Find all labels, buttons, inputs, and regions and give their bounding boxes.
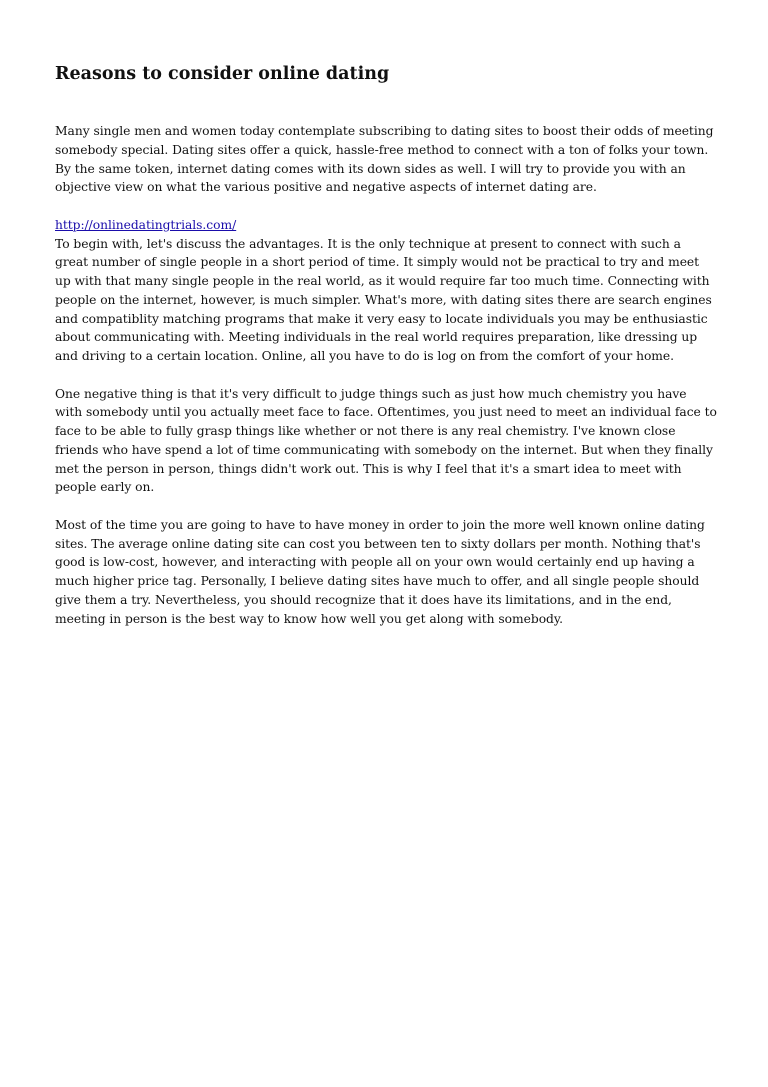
- paragraph-advantages-text: To begin with, let's discuss the advantages. It is the only technique at present to connect with such a great number of single people in a short period of time. It simply would not be practical to try and meet up with that many single people in the real world, as it would require far too much time. Connecting with people on the internet, however, is much simpler. What's more, with dating sites there are search engines and compatiblity matching programs that make it very easy to locate individuals you may be enthusiastic about communicating with. Meeting individuals in the real world requires preparation, like dressing up and driving to a certain location. Online, all you have to do is log on from the comfort of your home.: [55, 236, 712, 363]
- paragraph-cost: Most of the time you are going to have to have money in order to join the more well known online dating sites. The average online dating site can cost you between ten to sixty dollars per month. Nothing that's good is low-cost, however, and interacting with people all on your own would certainly end up having a much higher price tag. Personally, I believe dating sites have much to offer, and all single people should give them a try. Nevertheless, you should recognize that it does have its limitations, and in the end, meeting in person is the best way to know how well you get along with somebody.: [55, 517, 705, 626]
- document-title: Reasons to consider online dating: [55, 64, 390, 84]
- paragraph-disadvantages: One negative thing is that it's very difficult to judge things such as just how much chemistry you have with somebody until you actually meet face to face. Oftentimes, you just need to meet an individual face to face to be able to fully grasp things like whether or not there is any real chemistry. I've known close friends who have spend a lot of time communicating with somebody on the internet. But when they finally met the person in person, things didn't work out. This is why I feel that it's a smart idea to meet with people early on.: [55, 386, 717, 495]
- document-body: [55, 122, 717, 647]
- paragraph-intro: Many single men and women today contemplate subscribing to dating sites to boost their odds of meeting somebody special. Dating sites offer a quick, hassle-free method to connect with a ton of folks your town. By the same token, internet dating comes with its down sides as well. I will try to provide you with an objective view on what the various positive and negative aspects of internet dating are.: [55, 124, 714, 195]
- document-page: [55, 0, 717, 1087]
- source-link[interactable]: http://onlinedatingtrials.com/: [55, 217, 237, 232]
- paragraph-advantages: [55, 216, 717, 366]
